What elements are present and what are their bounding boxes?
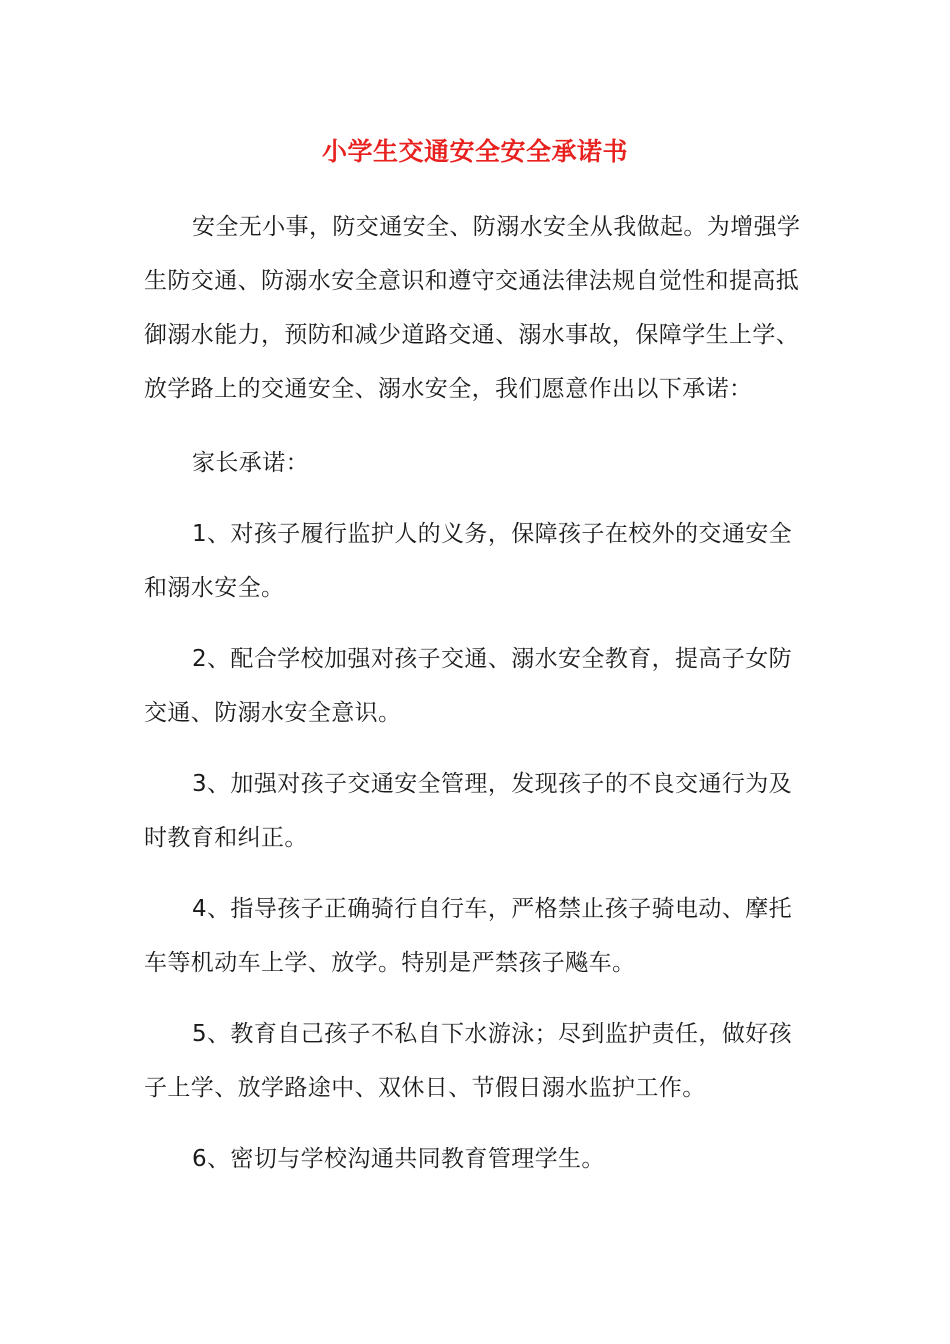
document-body	[144, 200, 810, 1203]
pledge-item-3: 3、加强对孩子交通安全管理，发现孩子的不良交通行为及时教育和纠正。	[144, 771, 793, 851]
document-title: 小学生交通安全安全承诺书	[321, 137, 628, 166]
pledge-item-1: 1、对孩子履行监护人的义务，保障孩子在校外的交通安全和溺水安全。	[144, 521, 793, 601]
intro-paragraph: 安全无小事，防交通安全、防溺水安全从我做起。为增强学生防交通、防溺水安全意识和遵守交通法律法规自觉性和提高抵御溺水能力，预防和减少道路交通、溺水事故，保障学生上学、放学路上的交通安全、溺水安全，我们愿意作出以下承诺：	[144, 214, 801, 402]
pledge-item-6: 6、密切与学校沟通共同教育管理学生。	[192, 1146, 605, 1172]
pledge-item-4: 4、指导孩子正确骑行自行车，严格禁止孩子骑电动、摩托车等机动车上学、放学。特别是严禁孩子飚车。	[144, 896, 793, 976]
section-heading-parent-pledge: 家长承诺：	[192, 450, 309, 476]
pledge-item-5: 5、教育自己孩子不私自下水游泳；尽到监护责任，做好孩子上学、放学路途中、双休日、节假日溺水监护工作。	[144, 1021, 793, 1101]
pledge-item-2: 2、配合学校加强对孩子交通、溺水安全教育，提高子女防交通、防溺水安全意识。	[144, 646, 793, 726]
